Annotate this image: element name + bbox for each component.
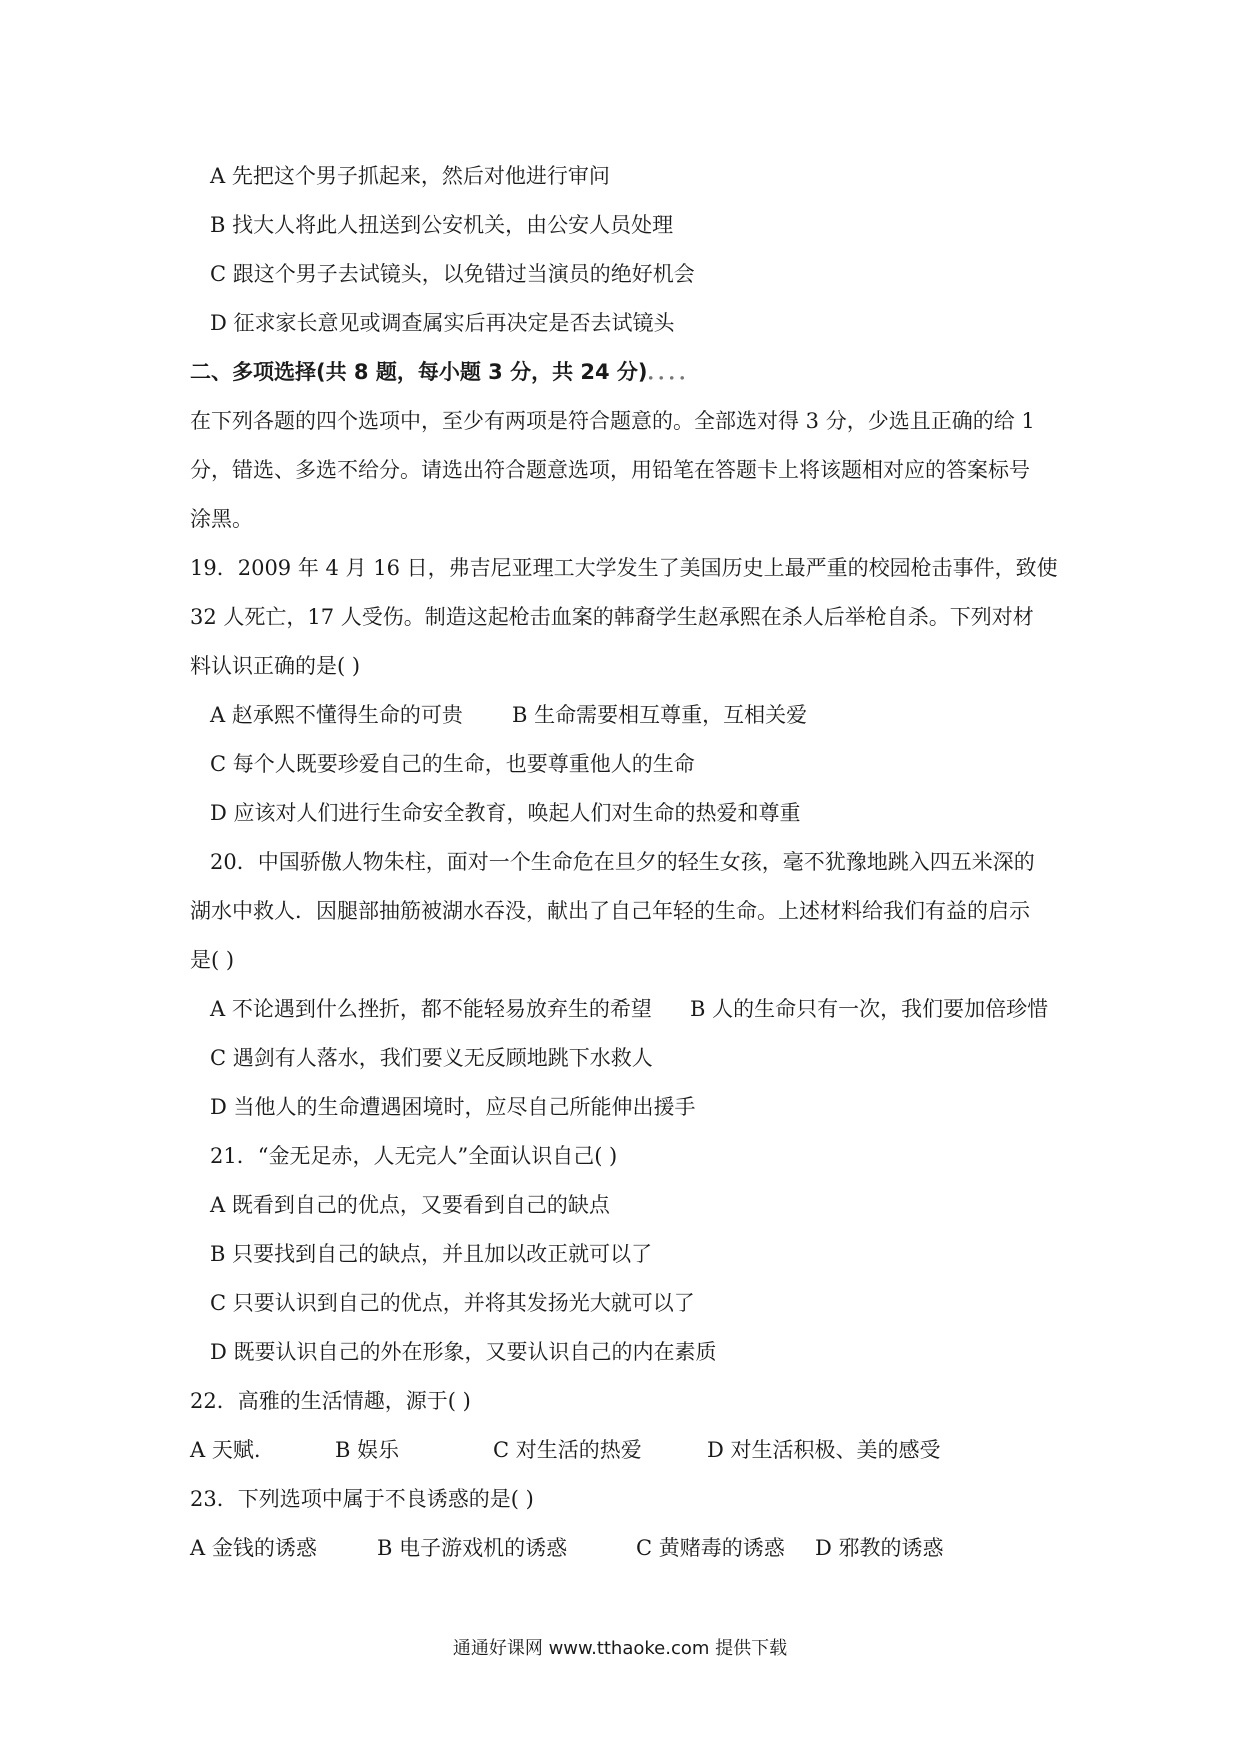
q18-option-d: D 征求家长意见或调查属实后再决定是否去试镜头 [210,311,675,335]
q19-option-b: B 生命需要相互尊重，互相关爱 [512,703,808,727]
q20-option-a: A 不论遇到什么挫折，都不能轻易放弃生的希望 [210,997,652,1021]
q23-stem: 23．下列选项中属于不良诱惑的是( ) [190,1487,534,1511]
q19-stem-line-1: 19．2009 年 4 月 16 日，弗吉尼亚理工大学发生了美国历史上最严重的校园枪击事件，致使 [190,556,1058,580]
q18-option-a: A 先把这个男子抓起来，然后对他进行审问 [210,164,610,188]
q23-option-b: B 电子游戏机的诱惑 [377,1536,568,1560]
section-heading [190,357,700,387]
q20-option-d: D 当他人的生命遭遇困境时，应尽自己所能伸出援手 [210,1095,696,1119]
q22-stem: 22．高雅的生活情趣，源于( ) [190,1389,471,1413]
instructions-line-1: 在下列各题的四个选项中，至少有两项是符合题意的。全部选对得 3 分，少选且正确的给 1 [190,409,1035,433]
q19-stem-line-3: 料认识正确的是( ) [190,654,361,678]
instructions-line-2: 分，错选、多选不给分。请选出符合题意选项，用铅笔在答题卡上将该题相对应的答案标号 [190,458,1030,482]
q23-option-a: A 金钱的诱惑 [190,1536,317,1560]
q21-option-b: B 只要找到自己的缺点，并且加以改正就可以了 [210,1242,653,1266]
q21-option-a: A 既看到自己的优点，又要看到自己的缺点 [210,1193,610,1217]
q20-stem-line-2: 湖水中救人．因腿部抽筋被湖水吞没，献出了自己年轻的生命。上述材料给我们有益的启示 [190,899,1030,923]
q19-option-d: D 应该对人们进行生命安全教育，唤起人们对生命的热爱和尊重 [210,801,801,825]
section-title-dots: ．．．． [647,360,701,384]
page-footer: 通通好课网 www.tthaoke.com 提供下载 [452,1638,788,1659]
instructions-line-3: 涂黑。 [190,507,253,531]
q20-stem-line-3: 是( ) [190,948,235,972]
q20-stem-line-1: 20．中国骄傲人物朱柱，面对一个生命危在旦夕的轻生女孩，毫不犹豫地跳入四五米深的 [210,850,1035,874]
q23-option-d: D 邪教的诱惑 [815,1536,944,1560]
q22-option-a: A 天赋. [190,1438,261,1462]
q21-stem: 21．“金无足赤，人无完人”全面认识自己( ) [210,1144,618,1168]
q21-option-c: C 只要认识到自己的优点，并将其发扬光大就可以了 [210,1291,695,1315]
section-title: 二、多项选择(共 8 题，每小题 3 分，共 24 分) [190,360,648,384]
q19-option-c: C 每个人既要珍爱自己的生命，也要尊重他人的生命 [210,752,695,776]
q23-option-c: C 黄赌毒的诱惑 [636,1536,785,1560]
q18-option-b: B 找大人将此人扭送到公安机关，由公安人员处理 [210,213,674,237]
q21-option-d: D 既要认识自己的外在形象，又要认识自己的内在素质 [210,1340,717,1364]
q18-option-c: C 跟这个男子去试镜头，以免错过当演员的绝好机会 [210,262,695,286]
q19-stem-line-2: 32 人死亡，17 人受伤。制造这起枪击血案的韩裔学生赵承熙在杀人后举枪自杀。下列对材 [190,605,1034,629]
q19-option-a: A 赵承熙不懂得生命的可贵 [210,703,463,727]
q22-option-b: B 娱乐 [335,1438,400,1462]
q20-option-c: C 遇剑有人落水，我们要义无反顾地跳下水救人 [210,1046,653,1070]
q22-option-c: C 对生活的热爱 [493,1438,642,1462]
q22-option-d: D 对生活积极、美的感受 [707,1438,941,1462]
q20-option-b: B 人的生命只有一次，我们要加倍珍惜 [690,997,1049,1021]
